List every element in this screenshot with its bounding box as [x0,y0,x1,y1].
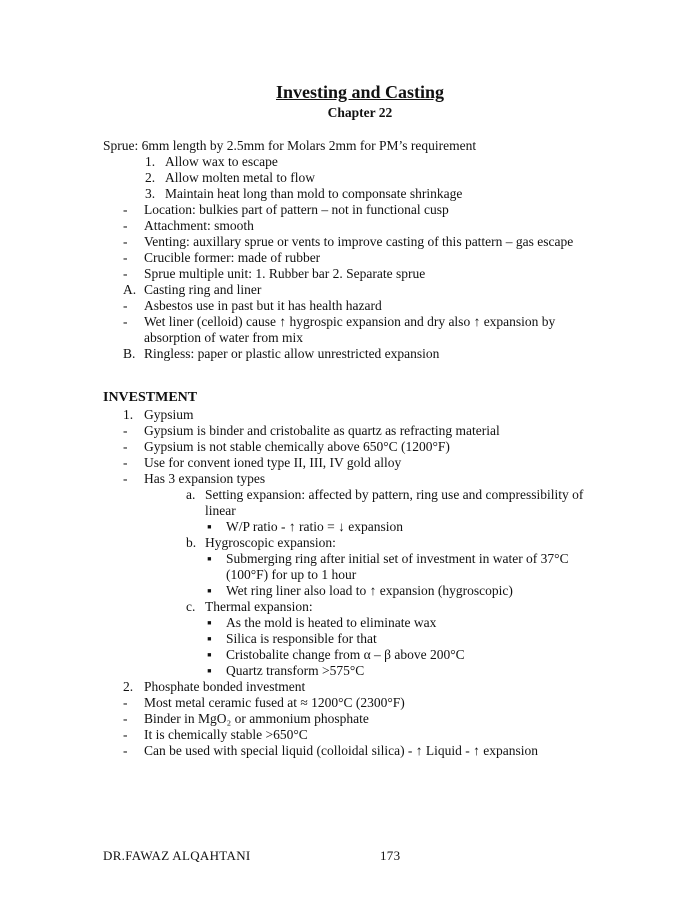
list-item: Crucible former: made of rubber [144,250,321,265]
dash-bullet: - [123,266,128,281]
list-marker: 1. [145,154,156,169]
list-item: Quartz transform >575°C [226,663,365,678]
list-marker: c. [186,599,196,614]
list-marker: 1. [123,407,134,422]
list-item: Most metal ceramic fused at ≈ 1200°C (2300°F) [144,695,405,710]
dash-bullet: - [123,298,128,313]
list-item: Wet ring liner also load to ↑ expansion (hygroscopic) [226,583,513,598]
list-marker: a. [186,487,196,502]
list-marker: 2. [145,170,156,185]
list-item: Wet liner (celloid) cause ↑ hygrospic expansion and dry also ↑ expansion by [144,314,556,329]
dash-bullet: - [123,234,128,249]
list-item: It is chemically stable >650°C [144,727,308,742]
square-bullet: ▪ [207,647,212,662]
dash-bullet: - [123,202,128,217]
footer-author: DR.FAWAZ ALQAHTANI [103,848,251,863]
list-marker: b. [186,535,197,550]
dash-bullet: - [123,439,128,454]
list-item: Sprue multiple unit: 1. Rubber bar 2. Separate sprue [144,266,426,281]
square-bullet: ▪ [207,551,212,566]
list-item: Hygroscopic expansion: [205,535,336,550]
list-item: Phosphate bonded investment [144,679,306,694]
list-item: Asbestos use in past but it has health hazard [144,298,382,313]
square-bullet: ▪ [207,519,212,534]
list-item: Cristobalite change from α – β above 200°C [226,647,465,662]
chapter-subtitle: Chapter 22 [327,105,393,120]
list-item: Submerging ring after initial set of investment in water of 37°C [226,551,569,566]
page-number: 173 [380,848,401,863]
list-item: W/P ratio - ↑ ratio = ↓ expansion [226,519,403,534]
list-marker: 3. [145,186,156,201]
dash-bullet: - [123,711,128,726]
list-item: Location: bulkies part of pattern – not in functional cusp [144,202,449,217]
list-item: Ringless: paper or plastic allow unrestricted expansion [144,346,440,361]
list-item: Attachment: smooth [144,218,254,233]
list-item-continuation: linear [205,503,236,518]
dash-bullet: - [123,695,128,710]
list-item: Casting ring and liner [144,282,262,297]
list-item: Has 3 expansion types [144,471,266,486]
dash-bullet: - [123,314,128,329]
section-heading: INVESTMENT [103,390,198,405]
dash-bullet: - [123,743,128,758]
list-item: Setting expansion: affected by pattern, ring use and compressibility of [205,487,584,502]
dash-bullet: - [123,455,128,470]
dash-bullet: - [123,471,128,486]
square-bullet: ▪ [207,663,212,678]
page-title: Investing and Casting [275,82,445,102]
dash-bullet: - [123,250,128,265]
list-item-continuation: absorption of water from mix [144,330,303,345]
list-marker: B. [123,346,136,361]
dash-bullet: - [123,218,128,233]
list-item: Binder in MgO₂ or ammonium phosphate [144,711,369,726]
square-bullet: ▪ [207,583,212,598]
list-marker: A. [123,282,137,297]
square-bullet: ▪ [207,615,212,630]
list-item: Thermal expansion: [205,599,313,614]
list-item: Venting: auxillary sprue or vents to improve casting of this pattern – gas escape [144,234,574,249]
list-item: Allow wax to escape [165,154,278,169]
list-item: Can be used with special liquid (colloidal silica) - ↑ Liquid - ↑ expansion [144,743,539,758]
dash-bullet: - [123,727,128,742]
dash-bullet: - [123,423,128,438]
sprue-intro: Sprue: 6mm length by 2.5mm for Molars 2mm for PM’s requirement [103,138,477,153]
list-item: Use for convent ioned type II, III, IV gold alloy [144,455,402,470]
list-item: Allow molten metal to flow [165,170,315,185]
list-item: Gypsium is binder and cristobalite as quartz as refracting material [144,423,500,438]
list-item: Silica is responsible for that [226,631,377,646]
list-item: Gypsium is not stable chemically above 650°C (1200°F) [144,439,450,454]
square-bullet: ▪ [207,631,212,646]
list-marker: 2. [123,679,134,694]
list-item: As the mold is heated to eliminate wax [226,615,437,630]
list-item: Gypsium [144,407,194,422]
list-item: Maintain heat long than mold to componsate shrinkage [165,186,463,201]
list-item-continuation: (100°F) for up to 1 hour [226,567,357,582]
